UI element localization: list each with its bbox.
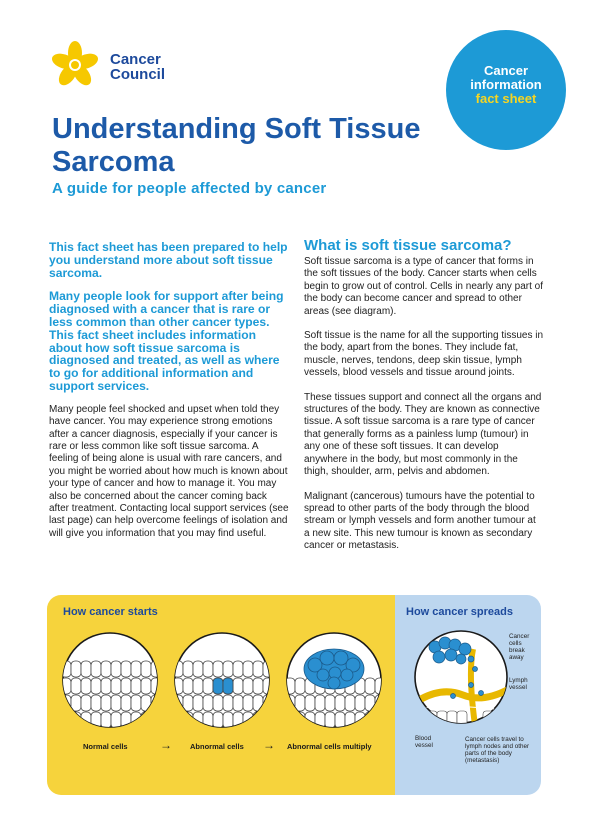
paragraph-3: These tissues support and connect all the organs and structures of the body. They are known as connective tissue. A soft tissue sarcoma is a rare type of cancer that generally forms as a painless lump (tumour) in any one of these soft tissues. It can develop anywhere in the body, but most commonly in the thigh, shoulder, arm, pelvis and abdomen.	[304, 391, 542, 478]
brand-line-1: Cancer	[110, 51, 161, 68]
paragraph-2: Soft tissue is the name for all the supporting tissues in the body, apart from the bones. They include fat, muscle, nerves, tendons, deep skin tissue, lymph vessels, blood vessels and tissue around joints.	[304, 330, 544, 379]
badge-line-1: Cancer	[483, 63, 529, 78]
lead-paragraph-2: Many people look for support after being diagnosed with a cancer that is rare or less common than other cancer types. This fact sheet includes information about how soft tissue sarcoma is diagnosed and treated, as well as where to go for additional information and support services.	[49, 289, 284, 393]
fact-sheet-badge	[446, 30, 566, 150]
label-cancer-cells-travel: Cancer cells travel to lymph nodes and other parts of the body (metastasis)	[465, 736, 530, 764]
right-column	[304, 237, 544, 565]
intro-body-paragraph: Many people feel shocked and upset when told they have cancer. You may experience strong emotions after a cancer diagnosis, especially if your cancer is rare or less common like soft tissue sarcoma. A feeling of being alone is usual with rare cancers, and you might be worried about how much is known about your type of cancer and how to manage it. You may also be concerned about the cancer coming back after treatment. Contacting local support services (see last page) can help overcome feelings of isolation and will give you information that you may find useful.	[49, 403, 289, 539]
badge-line-2: information	[470, 77, 542, 92]
badge-line-3: fact sheet	[475, 91, 537, 106]
caption-abnormal-cells-multiply: Abnormal cells multiply	[287, 742, 372, 751]
paragraph-1: Soft tissue sarcoma is a type of cancer that forms in the soft tissues of the body. Cancer starts when cells begin to grow out of control. Cells in nearly any part of the body can become cancer and spread to other areas (see diagram).	[304, 256, 544, 317]
cancer-council-logo	[44, 40, 204, 90]
arrow-icon: →	[160, 738, 172, 752]
label-blood-vessel: Blood vessel	[415, 735, 433, 749]
arrow-icon: →	[263, 738, 275, 752]
abnormal-cells-illustration	[173, 631, 271, 729]
label-cancer-cells-break-away: Cancer cells break away	[509, 633, 530, 661]
label-lymph-vessel: Lymph vessel	[509, 677, 528, 691]
cancer-spread-illustration	[413, 629, 509, 725]
section-heading: What is soft tissue sarcoma?	[304, 237, 512, 254]
how-cancer-starts-heading: How cancer starts	[63, 606, 158, 618]
brand-line-2: Council	[110, 66, 165, 83]
paragraph-4: Malignant (cancerous) tumours have the potential to spread to other parts of the body through the blood stream or lymph vessels and form another tumour at a new site. This new tumour is known as secondary cancer or metastasis.	[304, 490, 536, 552]
cancer-diagram	[47, 595, 541, 795]
caption-abnormal-cells: Abnormal cells	[190, 742, 244, 751]
daffodil-icon	[44, 40, 106, 90]
lead-paragraph-1: This fact sheet has been prepared to help you understand more about soft tissue sarcoma.	[49, 240, 288, 280]
left-column	[49, 241, 289, 552]
how-cancer-spreads-heading: How cancer spreads	[406, 606, 513, 618]
caption-normal-cells: Normal cells	[83, 742, 128, 751]
normal-cells-illustration	[61, 631, 159, 729]
page-title: Understanding Soft Tissue Sarcoma	[52, 113, 421, 178]
abnormal-cells-multiply-illustration	[285, 631, 383, 729]
page-subtitle: A guide for people affected by cancer	[52, 180, 327, 197]
